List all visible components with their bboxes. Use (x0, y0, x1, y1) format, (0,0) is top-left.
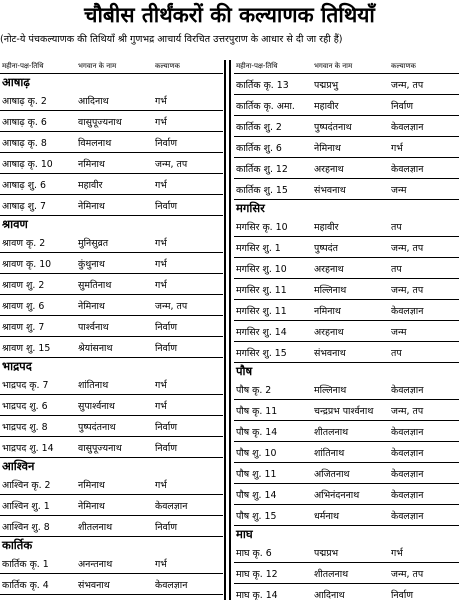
date-cell: आश्विन शु. 8 (2, 521, 50, 533)
event-cell: जन्म, तप (391, 568, 424, 580)
date-cell: आश्विन शु. 1 (2, 500, 50, 512)
table-row (234, 116, 459, 137)
lord-cell: धर्मनाथ (314, 510, 339, 522)
lord-cell: मल्लिनाथ (314, 284, 347, 296)
lord-cell: अरहनाथ (314, 263, 344, 275)
header-date: महीना-पक्ष-तिथि (2, 62, 44, 70)
date-cell: मगसिर शु. 14 (236, 326, 287, 338)
event-cell: केवलज्ञान (155, 500, 188, 512)
table-row (0, 516, 223, 537)
event-cell: निर्वाण (155, 421, 178, 433)
lord-cell: अनन्तनाथ (78, 558, 113, 570)
lord-cell: पद्मप्रभ (314, 547, 339, 559)
event-cell: जन्म, तप (391, 242, 424, 254)
header-event: कल्याणक (155, 62, 180, 70)
table-row (0, 553, 223, 574)
event-cell: केवलज्ञान (391, 489, 424, 501)
table-row (234, 379, 459, 400)
table-row (0, 374, 223, 395)
date-cell: कार्तिक कृ. 1 (2, 558, 49, 570)
lord-cell: संभवनाथ (78, 579, 110, 591)
table-row (0, 111, 223, 132)
date-cell: कार्तिक शु. 15 (236, 184, 288, 196)
left-column (0, 60, 223, 600)
date-cell: मगसिर शु. 1 (236, 242, 281, 254)
table-row (234, 584, 459, 600)
event-cell: गर्भ (155, 237, 167, 249)
table-row (234, 542, 459, 563)
lord-cell: नेमिनाथ (78, 500, 105, 512)
date-cell: श्रावण कृ. 2 (2, 237, 46, 249)
table-row (234, 137, 459, 158)
date-cell: मगसिर शु. 11 (236, 284, 287, 296)
date-cell: पौष कृ. 11 (236, 405, 278, 417)
table-row (234, 563, 459, 584)
event-cell: केवलज्ञान (391, 468, 424, 480)
lord-cell: महावीर (314, 221, 339, 233)
date-cell: माघ कृ. 14 (236, 589, 278, 600)
table-row (234, 258, 459, 279)
table-row (234, 484, 459, 505)
month-heading: पौष (236, 364, 253, 378)
event-cell: गर्भ (155, 558, 167, 570)
month-heading: मगसिर (236, 201, 265, 215)
event-cell: जन्म (391, 326, 407, 338)
event-cell: निर्वाण (155, 342, 178, 354)
lord-cell: अरहनाथ (314, 163, 344, 175)
event-cell: गर्भ (155, 479, 167, 491)
table-row (234, 505, 459, 526)
lord-cell: शांतिनाथ (314, 447, 345, 459)
table-row (234, 321, 459, 342)
event-cell: निर्वाण (155, 321, 178, 333)
lord-cell: चन्द्रप्रभ पार्श्वनाथ (314, 405, 374, 417)
lord-cell: अभिनंदननाथ (314, 489, 360, 501)
event-cell: जन्म, तप (391, 79, 424, 91)
month-heading: कार्तिक (2, 538, 33, 552)
lord-cell: मल्लिनाथ (314, 384, 347, 396)
table-row (234, 342, 459, 363)
lord-cell: आदिनाथ (314, 589, 345, 600)
lord-cell: महावीर (78, 179, 103, 191)
date-cell: मगसिर शु. 11 (236, 305, 287, 317)
event-cell: जन्म, तप (391, 405, 424, 417)
lord-cell: मुनिसुव्रत (78, 237, 109, 249)
table-row (0, 174, 223, 195)
lord-cell: वासुपूज्यनाथ (78, 116, 122, 128)
table-row (234, 74, 459, 95)
date-cell: कार्तिक शु. 2 (236, 121, 282, 133)
month-heading: श्रावण (2, 217, 28, 231)
page-title: चौबीस तीर्थंकरों की कल्याणक तिथियाँ (84, 3, 375, 27)
table-row (0, 232, 223, 253)
event-cell: गर्भ (155, 258, 167, 270)
header-date: महीना-पक्ष-तिथि (236, 62, 278, 70)
event-cell: गर्भ (155, 400, 167, 412)
lord-cell: नेमिनाथ (78, 200, 105, 212)
event-cell: गर्भ (155, 179, 167, 191)
header-lord: भगवान के नाम (314, 62, 353, 70)
event-cell: केवलज्ञान (391, 447, 424, 459)
event-cell: निर्वाण (391, 100, 414, 112)
lord-cell: सुपार्श्वनाथ (78, 400, 115, 412)
event-cell: जन्म (391, 184, 407, 196)
date-cell: आषाढ़ शु. 7 (2, 200, 46, 212)
event-cell: तप (391, 347, 402, 359)
table-header (0, 60, 223, 74)
lord-cell: पुष्पदंतनाथ (314, 121, 352, 133)
month-heading: आश्विन (2, 459, 35, 473)
lord-cell: संभवनाथ (314, 184, 346, 196)
date-cell: श्रावण कृ. 10 (2, 258, 52, 270)
table-row (234, 421, 459, 442)
event-cell: केवलज्ञान (391, 305, 424, 317)
event-cell: गर्भ (155, 95, 167, 107)
date-cell: पौष कृ. 2 (236, 384, 272, 396)
lord-cell: कुंथुनाथ (78, 258, 105, 270)
event-cell: निर्वाण (155, 200, 178, 212)
event-cell: निर्वाण (155, 442, 178, 454)
date-cell: आषाढ़ कृ. 6 (2, 116, 47, 128)
event-cell: केवलज्ञान (391, 510, 424, 522)
table-row (234, 279, 459, 300)
table-row (234, 463, 459, 484)
date-cell: श्रावण शु. 6 (2, 300, 45, 312)
date-cell: आषाढ़ कृ. 2 (2, 95, 47, 107)
event-cell: गर्भ (391, 547, 403, 559)
table-row (234, 216, 459, 237)
date-cell: मगसिर शु. 10 (236, 263, 287, 275)
lord-cell: शीतलनाथ (314, 568, 349, 580)
event-cell: केवलज्ञान (391, 163, 424, 175)
date-cell: भाद्रपद कृ. 7 (2, 379, 49, 391)
date-cell: कार्तिक कृ. अमा. (236, 100, 295, 112)
event-cell: गर्भ (155, 379, 167, 391)
table-row (234, 237, 459, 258)
event-cell: केवलज्ञान (391, 121, 424, 133)
table-row (0, 395, 223, 416)
date-cell: पौष शु. 14 (236, 489, 277, 501)
lord-cell: नेमिनाथ (78, 300, 105, 312)
table-row (0, 337, 223, 358)
event-cell: केवलज्ञान (391, 384, 424, 396)
lord-cell: अजितनाथ (314, 468, 350, 480)
event-cell: जन्म, तप (155, 300, 188, 312)
lord-cell: नमिनाथ (78, 479, 105, 491)
date-cell: श्रावण शु. 7 (2, 321, 45, 333)
lord-cell: नमिनाथ (314, 305, 341, 317)
date-cell: कार्तिक कृ. 4 (2, 579, 49, 591)
date-cell: आषाढ़ शु. 6 (2, 179, 46, 191)
month-heading: आषाढ़ (2, 75, 30, 89)
month-heading: माघ (236, 527, 253, 541)
event-cell: जन्म, तप (391, 284, 424, 296)
lord-cell: पार्श्वनाथ (78, 321, 109, 333)
table-row (0, 295, 223, 316)
table-header (234, 60, 459, 74)
table-row (234, 300, 459, 321)
date-cell: कार्तिक शु. 6 (236, 142, 282, 154)
date-cell: मगसिर शु. 15 (236, 347, 287, 359)
event-cell: निर्वाण (155, 137, 178, 149)
event-cell: गर्भ (391, 142, 403, 154)
date-cell: मगसिर कृ. 10 (236, 221, 288, 233)
event-cell: जन्म, तप (155, 158, 188, 170)
date-cell: श्रावण शु. 15 (2, 342, 51, 354)
date-cell: आषाढ़ कृ. 10 (2, 158, 53, 170)
event-cell: केवलज्ञान (155, 579, 188, 591)
lord-cell: पुष्पदंत (314, 242, 338, 254)
table-row (234, 179, 459, 200)
lord-cell: विमलनाथ (78, 137, 112, 149)
date-cell: भाद्रपद शु. 14 (2, 442, 54, 454)
lord-cell: शांतिनाथ (78, 379, 109, 391)
lord-cell: पुष्पदंतनाथ (78, 421, 116, 433)
page-note: (नोट-ये पंचकल्याणक की तिथियाँ श्री गुणभद्र आचार्य विरचित उत्तरपुराण के आधार से दी जा रही हैं) (0, 34, 343, 45)
date-cell: माघ कृ. 12 (236, 568, 278, 580)
table-row (0, 416, 223, 437)
table-row (234, 442, 459, 463)
event-cell: तप (391, 263, 402, 275)
column-divider (224, 60, 226, 600)
table-row (0, 195, 223, 216)
table-row (0, 474, 223, 495)
lord-cell: पद्मप्रभु (314, 79, 339, 91)
date-cell: पौष कृ. 14 (236, 426, 278, 438)
table-row (234, 158, 459, 179)
lord-cell: महावीर (314, 100, 339, 112)
table-row (0, 132, 223, 153)
date-cell: माघ कृ. 6 (236, 547, 272, 559)
date-cell: भाद्रपद शु. 8 (2, 421, 48, 433)
event-cell: तप (391, 221, 402, 233)
lord-cell: शीतलनाथ (314, 426, 349, 438)
table-row (0, 437, 223, 458)
lord-cell: शीतलनाथ (78, 521, 113, 533)
event-cell: केवलज्ञान (391, 426, 424, 438)
event-cell: गर्भ (155, 116, 167, 128)
lord-cell: आदिनाथ (78, 95, 109, 107)
right-column (234, 60, 459, 600)
date-cell: आषाढ़ कृ. 8 (2, 137, 47, 149)
date-cell: भाद्रपद शु. 6 (2, 400, 48, 412)
table-row (0, 153, 223, 174)
event-cell: निर्वाण (391, 589, 414, 600)
date-cell: पौष शु. 10 (236, 447, 277, 459)
table-row (0, 274, 223, 295)
date-cell: कार्तिक शु. 12 (236, 163, 288, 175)
date-cell: आश्विन कृ. 2 (2, 479, 51, 491)
table-row (0, 90, 223, 111)
date-cell: श्रावण शु. 2 (2, 279, 45, 291)
lord-cell: अरहनाथ (314, 326, 344, 338)
lord-cell: वासुपूज्यनाथ (78, 442, 122, 454)
event-cell: गर्भ (155, 279, 167, 291)
event-cell: निर्वाण (155, 521, 178, 533)
lord-cell: नमिनाथ (78, 158, 105, 170)
table-row (0, 495, 223, 516)
lord-cell: सुमतिनाथ (78, 279, 112, 291)
header-event: कल्याणक (391, 62, 416, 70)
header-lord: भगवान के नाम (78, 62, 117, 70)
lord-cell: श्रेयांसनाथ (78, 342, 113, 354)
table-row (234, 400, 459, 421)
table-row (0, 316, 223, 337)
table-row (0, 574, 223, 595)
date-cell: कार्तिक कृ. 13 (236, 79, 289, 91)
column-divider (229, 60, 231, 600)
table-row (0, 253, 223, 274)
table-row (234, 95, 459, 116)
lord-cell: संभवनाथ (314, 347, 346, 359)
month-heading: भाद्रपद (2, 359, 32, 373)
lord-cell: नेमिनाथ (314, 142, 341, 154)
date-cell: पौष शु. 15 (236, 510, 277, 522)
date-cell: पौष शु. 11 (236, 468, 277, 480)
